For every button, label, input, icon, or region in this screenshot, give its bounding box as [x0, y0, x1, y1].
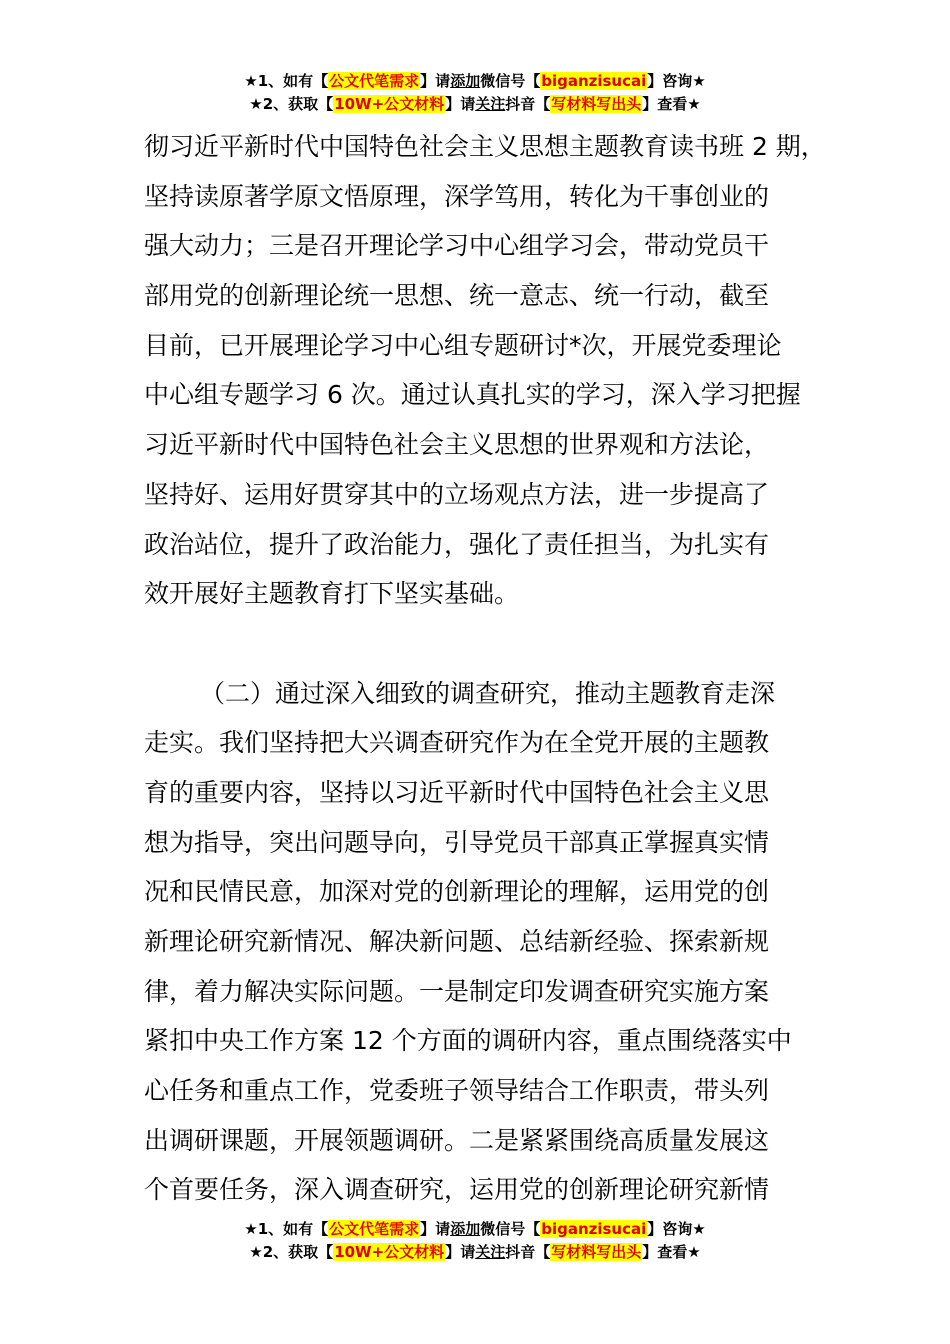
- underlined-text: 添加: [450, 72, 481, 90]
- text-line: 政治站位，提升了政治能力，强化了责任担当，为扎实有: [144, 529, 770, 559]
- banner-text: 】请: [445, 1243, 476, 1261]
- text-line: 个首要任务，深入调查研究，运用党的创新理论研究新情: [144, 1175, 770, 1205]
- text-line: 新理论研究新情况、解决新问题、总结新经验、探索新规: [144, 927, 770, 956]
- underlined-text: 添加: [450, 1220, 481, 1238]
- highlight-materials: 10W+公文材料: [334, 95, 445, 113]
- highlight-douyin: 写材料写出头: [551, 1243, 642, 1261]
- highlight-wechat-id: biganzisucai: [541, 1220, 647, 1238]
- highlight-wechat-id: biganzisucai: [541, 72, 647, 90]
- banner-line-2: [0, 93, 950, 116]
- banner-text: 】咨询★: [647, 1220, 706, 1238]
- banner-text: 】查看★: [642, 95, 701, 113]
- section-heading-line: （二）通过深入细致的调查研究，推动主题教育走深: [200, 678, 776, 708]
- text-line: 出调研课题，开展领题调研。二是紧紧围绕高质量发展这: [144, 1125, 770, 1155]
- star-icon: ★: [249, 95, 263, 113]
- highlight-service: 公文代笔需求: [329, 1220, 420, 1238]
- highlight-service: 公文代笔需求: [329, 72, 420, 90]
- text-line: 走实。我们坚持把大兴调查研究作为在全党开展的主题教: [144, 728, 770, 758]
- banner-text: 】请: [445, 95, 476, 113]
- text-line: 想为指导，突出问题导向，引导党员干部真正掌握真实情: [144, 827, 770, 857]
- text-line: 效开展好主题教育打下坚实基础。: [144, 579, 520, 609]
- banner-text: 2、获取【: [262, 1243, 334, 1261]
- star-icon: ★: [244, 72, 258, 90]
- text-line: 心任务和重点工作，党委班子领导结合工作职责，带头列: [144, 1076, 770, 1106]
- text-line: 律，着力解决实际问题。一是制定印发调查研究实施方案: [144, 976, 770, 1006]
- text-line: 育的重要内容，坚持以习近平新时代中国特色社会主义思: [144, 777, 770, 807]
- text-line: 坚持好、运用好贯穿其中的立场观点方法，进一步提高了: [144, 479, 770, 509]
- text-line: 况和民情民意，加深对党的创新理论的理解，运用党的创: [144, 877, 770, 907]
- banner-line-2: [0, 1241, 950, 1264]
- paragraph-2: [144, 669, 834, 1216]
- banner-text: 1、如有【: [257, 72, 329, 90]
- banner-text: 2、获取【: [262, 95, 334, 113]
- banner-text: 】咨询★: [647, 72, 706, 90]
- banner-text: 抖音【: [505, 95, 551, 113]
- paragraph-1: [144, 122, 834, 619]
- text-line: 习近平新时代中国特色社会主义思想的世界观和方法论，: [144, 430, 770, 460]
- text-line: 目前，已开展理论学习中心组专题研讨*次，开展党委理论: [144, 330, 782, 360]
- banner-text: 】查看★: [642, 1243, 701, 1261]
- banner-text: 微信号【: [480, 72, 541, 90]
- document-body: [144, 122, 834, 1215]
- paragraph-spacer: [144, 619, 834, 669]
- header-banner: [0, 70, 950, 116]
- banner-text: 】请: [420, 1220, 451, 1238]
- footer-banner: [0, 1218, 950, 1264]
- banner-text: 抖音【: [505, 1243, 551, 1261]
- underlined-text: 关注: [475, 1243, 506, 1261]
- banner-text: 】请: [420, 72, 451, 90]
- text-line: 坚持读原著学原文悟原理，深学笃用，转化为干事创业的: [144, 181, 770, 211]
- underlined-text: 关注: [475, 95, 506, 113]
- banner-line-1: [0, 1218, 950, 1241]
- text-line: 彻习近平新时代中国特色社会主义思想主题教育读书班 2 期，: [144, 132, 826, 161]
- star-icon: ★: [244, 1220, 258, 1238]
- text-line: 紧扣中央工作方案 12 个方面的调研内容，重点围绕落实中: [144, 1026, 792, 1056]
- banner-text: 微信号【: [480, 1220, 541, 1238]
- highlight-materials: 10W+公文材料: [334, 1243, 445, 1261]
- highlight-douyin: 写材料写出头: [551, 95, 642, 113]
- text-line: 部用党的创新理论统一思想、统一意志、统一行动，截至: [144, 281, 770, 311]
- star-icon: ★: [249, 1243, 263, 1261]
- text-line: 强大动力；三是召开理论学习中心组学习会，带动党员干: [144, 231, 770, 261]
- text-line: 中心组专题学习 6 次。通过认真扎实的学习，深入学习把握: [144, 380, 801, 410]
- banner-text: 1、如有【: [257, 1220, 329, 1238]
- banner-line-1: [0, 70, 950, 93]
